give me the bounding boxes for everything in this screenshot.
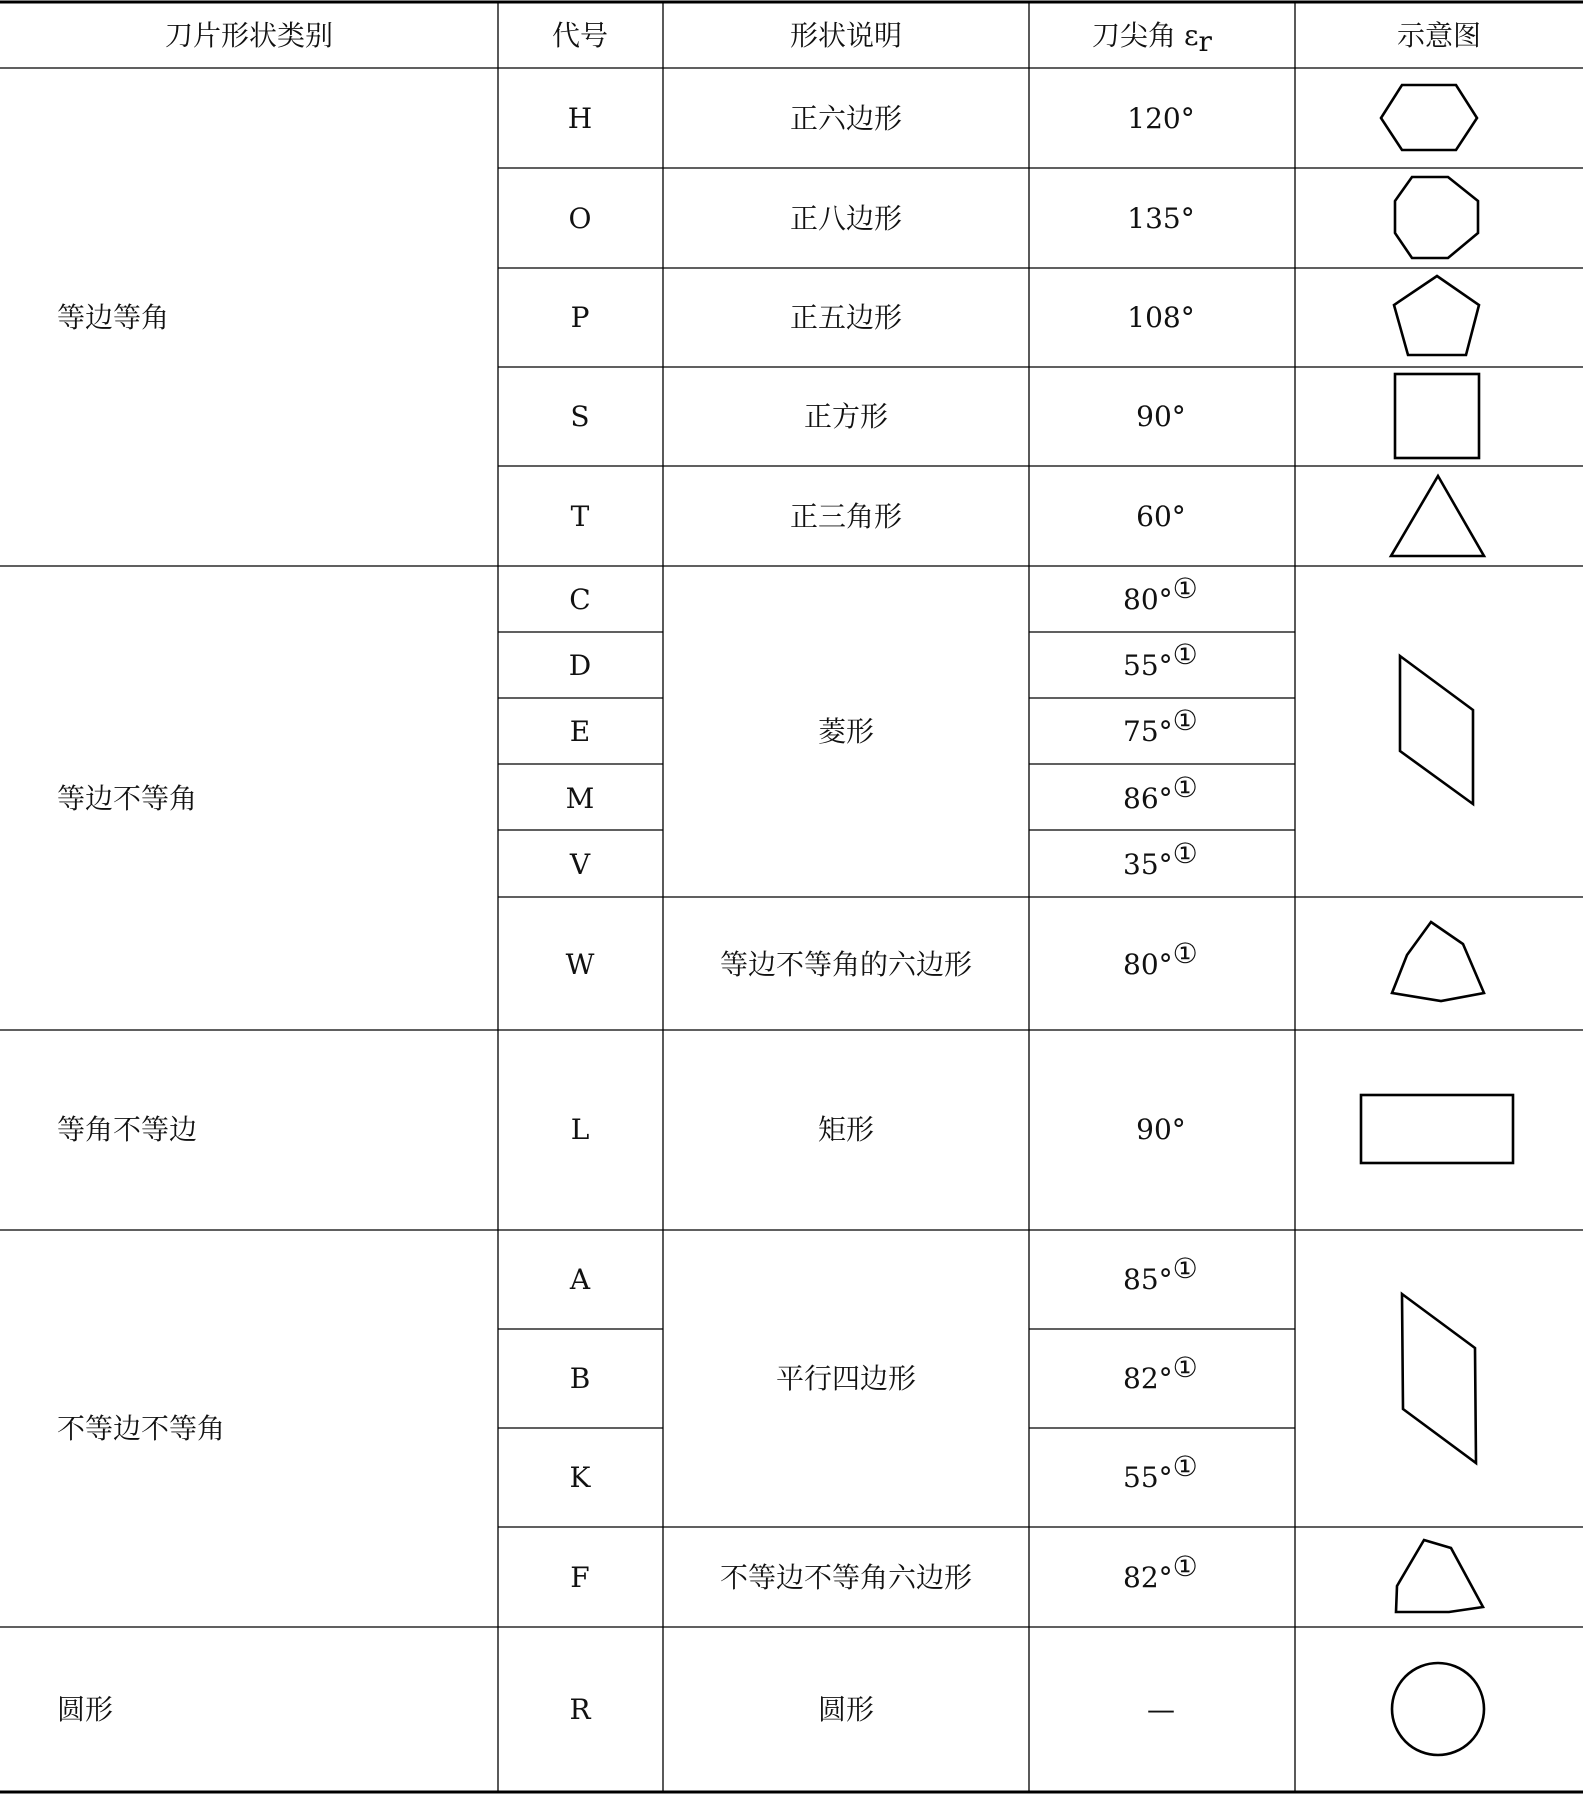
angle-cell: 108° bbox=[1127, 301, 1195, 334]
description-cell: 正五边形 bbox=[789, 301, 903, 334]
description-cell: 矩形 bbox=[817, 1113, 875, 1146]
angle-cell bbox=[1123, 572, 1198, 616]
angle-cell: 135° bbox=[1127, 202, 1195, 235]
circle-icon bbox=[1392, 1663, 1484, 1755]
footnote-mark: ① bbox=[1172, 837, 1198, 870]
angle-cell: 120° bbox=[1127, 102, 1195, 135]
angle-value: 85° bbox=[1123, 1263, 1173, 1296]
description-cell: 正六边形 bbox=[789, 102, 903, 135]
parallelogram-icon bbox=[1402, 1294, 1476, 1463]
angle-cell bbox=[1123, 771, 1198, 815]
category-unequal-sides-unequal-angles: 不等边不等角 bbox=[57, 1412, 226, 1445]
code-cell: K bbox=[569, 1461, 591, 1494]
code-cell: R bbox=[569, 1693, 591, 1726]
code-cell: L bbox=[570, 1113, 590, 1146]
header-description: 形状说明 bbox=[789, 19, 903, 52]
code-cell: E bbox=[569, 715, 591, 748]
description-cell: 不等边不等角六边形 bbox=[719, 1561, 973, 1594]
category-equal-angles-unequal-sides: 等角不等边 bbox=[57, 1113, 198, 1146]
category-equal-sides-unequal-angles: 等边不等角 bbox=[57, 782, 198, 815]
footnote-mark: ① bbox=[1172, 1550, 1198, 1583]
code-cell: A bbox=[569, 1263, 591, 1296]
square-icon bbox=[1395, 374, 1479, 458]
angle-value: 86° bbox=[1123, 782, 1173, 815]
angle-value: 35° bbox=[1123, 848, 1173, 881]
description-cell: 正三角形 bbox=[789, 500, 903, 533]
footnote-mark: ① bbox=[1172, 638, 1198, 671]
table-header bbox=[165, 19, 1481, 58]
trigon-icon bbox=[1392, 922, 1484, 1001]
octagon-icon bbox=[1395, 177, 1478, 258]
code-cell: H bbox=[567, 102, 593, 135]
description-cell: 正方形 bbox=[803, 400, 889, 433]
code-cell: B bbox=[569, 1362, 591, 1395]
angle-cell: 90° bbox=[1136, 400, 1186, 433]
angle-value: 82° bbox=[1123, 1561, 1173, 1594]
angle-cell bbox=[1123, 704, 1198, 748]
angle-cell bbox=[1123, 638, 1198, 682]
angle-cell bbox=[1123, 1252, 1198, 1296]
header-angle bbox=[1092, 19, 1213, 58]
footnote-mark: ① bbox=[1172, 704, 1198, 737]
angle-cell bbox=[1123, 1550, 1198, 1594]
code-cell: M bbox=[565, 782, 595, 815]
angle-column bbox=[1123, 102, 1198, 1726]
code-cell: F bbox=[570, 1561, 590, 1594]
hexagon-icon bbox=[1381, 85, 1477, 150]
pentagon-icon bbox=[1394, 276, 1479, 355]
angle-value: 80° bbox=[1123, 948, 1173, 981]
description-cell: 平行四边形 bbox=[775, 1362, 917, 1395]
angle-cell: 60° bbox=[1136, 500, 1186, 533]
code-cell: C bbox=[569, 583, 591, 616]
description-cell: 正八边形 bbox=[789, 202, 903, 235]
category-round: 圆形 bbox=[57, 1693, 114, 1726]
footnote-mark: ① bbox=[1172, 771, 1198, 804]
angle-value: 75° bbox=[1123, 715, 1173, 748]
category-equal-sides-equal-angles: 等边等角 bbox=[57, 301, 170, 334]
rectangle-icon bbox=[1361, 1095, 1513, 1163]
code-cell: D bbox=[568, 649, 592, 682]
header-diagram: 示意图 bbox=[1396, 19, 1482, 52]
angle-cell: — bbox=[1147, 1693, 1175, 1726]
table-grid bbox=[0, 2, 1583, 1792]
triangle-icon bbox=[1391, 476, 1484, 556]
code-cell: P bbox=[570, 301, 590, 334]
header-angle-symbol: ε bbox=[1184, 19, 1199, 52]
header-code: 代号 bbox=[551, 19, 609, 52]
header-angle-prefix: 刀尖角 bbox=[1092, 19, 1177, 52]
angle-value: 55° bbox=[1123, 649, 1173, 682]
irregular-hexagon-icon bbox=[1396, 1540, 1483, 1612]
footnote-mark: ① bbox=[1172, 937, 1198, 970]
angle-cell bbox=[1123, 937, 1198, 981]
angle-value: 55° bbox=[1123, 1461, 1173, 1494]
footnote-mark: ① bbox=[1172, 1450, 1198, 1483]
rhombus-icon bbox=[1400, 656, 1473, 804]
code-cell: V bbox=[569, 848, 591, 881]
footnote-mark: ① bbox=[1172, 1351, 1198, 1384]
angle-cell bbox=[1123, 1450, 1198, 1494]
diagram-column bbox=[1361, 85, 1513, 1755]
angle-cell bbox=[1123, 1351, 1198, 1395]
description-cell: 圆形 bbox=[817, 1693, 875, 1726]
footnote-mark: ① bbox=[1172, 572, 1198, 605]
angle-cell bbox=[1123, 837, 1198, 881]
description-column bbox=[720, 102, 972, 1726]
description-cell: 等边不等角的六边形 bbox=[719, 948, 973, 981]
angle-cell: 90° bbox=[1136, 1113, 1186, 1146]
header-angle-subscript: r bbox=[1198, 25, 1212, 58]
header-category: 刀片形状类别 bbox=[164, 19, 334, 52]
angle-value: 80° bbox=[1123, 583, 1173, 616]
code-column bbox=[566, 102, 595, 1726]
code-cell: W bbox=[565, 948, 595, 981]
code-cell: S bbox=[570, 400, 590, 433]
footnote-mark: ① bbox=[1172, 1252, 1198, 1285]
category-column bbox=[57, 301, 225, 1726]
angle-value: 82° bbox=[1123, 1362, 1173, 1395]
code-cell: O bbox=[568, 202, 592, 235]
description-cell: 菱形 bbox=[817, 715, 875, 748]
code-cell: T bbox=[570, 500, 590, 533]
